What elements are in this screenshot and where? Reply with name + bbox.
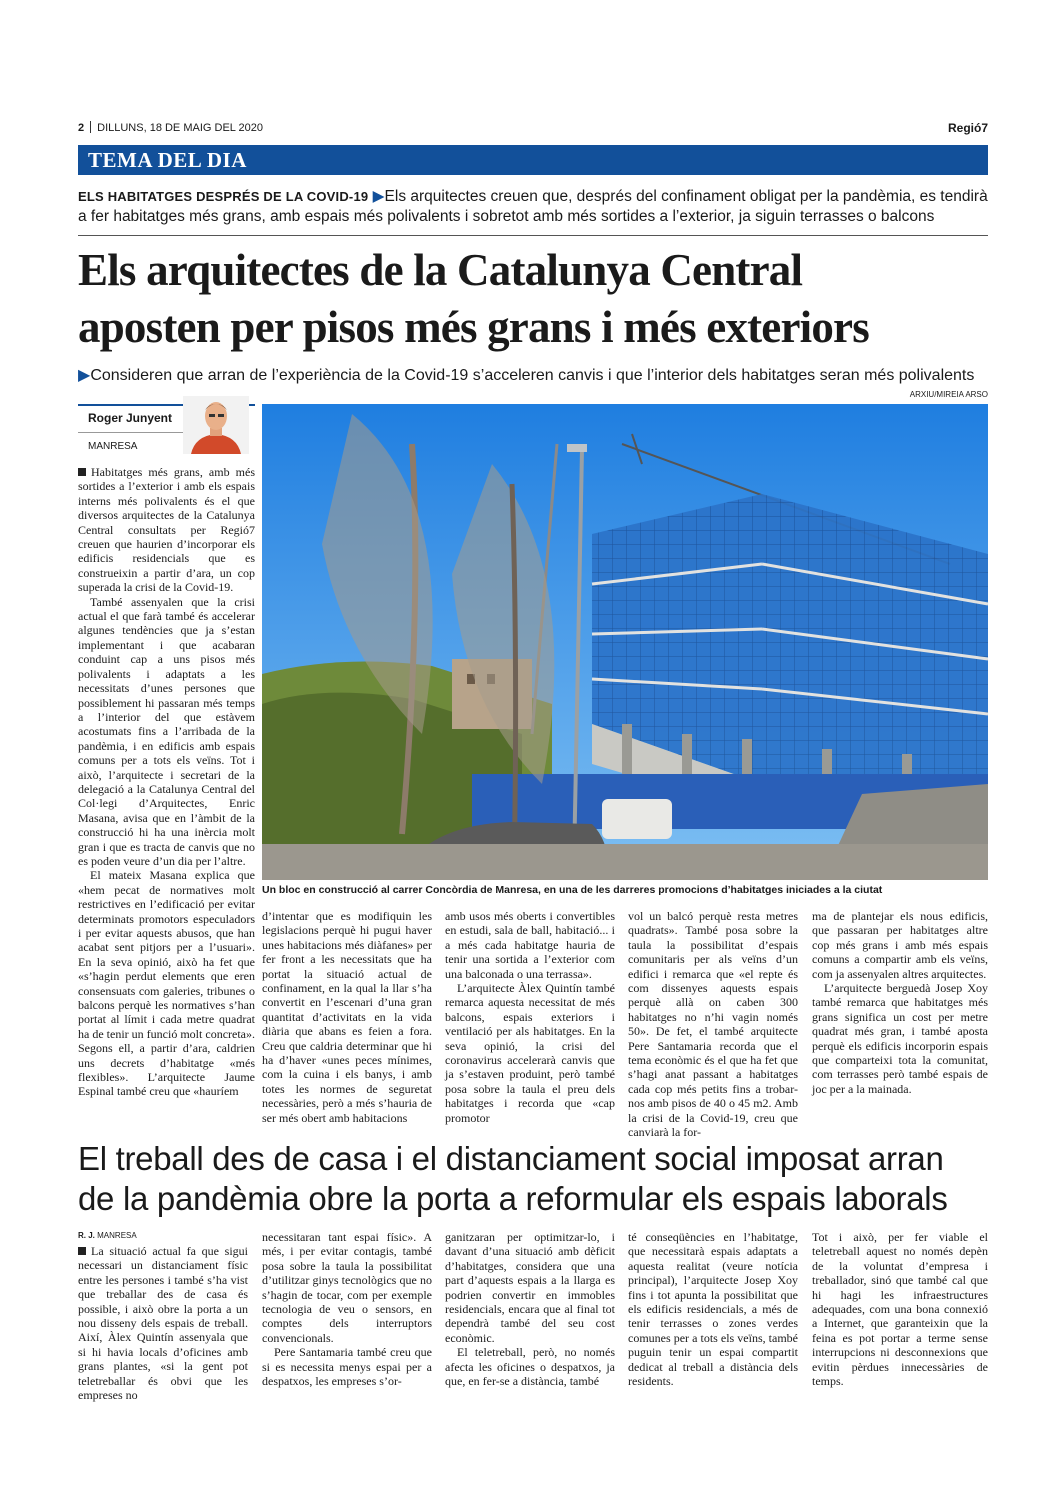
paragraph: ma de plantejar els nous edificis, que passaran per habitatges altre cop més grans i amb més espais comuns a compartir amb els veïns, com ja assenyalen altres arquitectes. bbox=[812, 909, 988, 981]
author-name: Roger Junyent bbox=[88, 411, 173, 425]
paragraph: El mateix Masana explica que «hem pecat de normatives molt restrictives en l’edificació per evitar determinats promotors especuladors i per evitar aquests abusos, que han acabat sent pitjors per a l’usuari». En la seva opinió, això ha fet que «s’hagin perdut elements que eren consensuats com galeries, tribunes o balcons perquè les normatives s’han portat al límit i cada metre quadrat ha de tenir un funció molt concreta». Segons ell, a partir d’ara, caldrien uns decrets d’habitatge «més flexibles». L’arquitecte Jaume Espinal també creu que «hauríem bbox=[78, 868, 255, 1099]
photo-caption: Un bloc en construcció al carrer Concòrdia de Manresa, en una de les darreres promocions d’habitatges iniciades a la ciutat bbox=[262, 884, 883, 896]
paragraph: Pere Santamaria també creu que si es necessita menys espai per a despatxos, les empreses s’or- bbox=[262, 1345, 432, 1389]
paragraph: vol un balcó perquè resta metres quadrats». També posa sobre la taula la possibilitat d’espais comunitaris per als veïns d’un edifici i remarca que «el repte és com dissenyes aquests espais perquè allà on caben 300 habitatges no n’hi vagin només 50». De fet, el també arquitecte Pere Santamaria recorda que el tema econòmic és el que ha fet que s’hagi anat passant a habitatges cada cop més petits fins a trobar-nos amb pisos de 40 o 45 m2. Amb la crisi de la Covid-19, creu que canviarà la for- bbox=[628, 909, 798, 1140]
folio bbox=[78, 121, 988, 139]
paragraph: La situació actual fa que sigui necessari un distanciament físic entre les persones i també s’ha vist que treballar des de casa és possible, i això obre la porta a un nou disseny dels espais de treball. Així, Àlex Quintín assenyala que si hi havia locals d’oficines amb grans plantes, «si la gent pot teletreballar és obvi que les empreses no bbox=[78, 1244, 248, 1403]
paragraph: L’arquitecte berguedà Josep Xoy també remarca que habitatges més grans significa un cost per metre quadrat més gran, i també aposta perquè els edificis incorporin espais que comparteixi tota la comunitat, com terrasses però també espais de joc per a la mainada. bbox=[812, 981, 988, 1096]
construction-photo bbox=[262, 404, 988, 880]
secondary-column-3 bbox=[445, 1230, 615, 1394]
arrow-icon: ▶ bbox=[78, 367, 91, 384]
summary-text: Els arquitectes creuen que, després del confinament obligat per la pandèmia, es tendirà a fer habitatges més grans, amb espais més polivalents i sobretot amb més sortides a l’exterior, ja siguin terrasses o balcons bbox=[78, 188, 988, 225]
paragraph: El teletreball, però, no només afecta les oficines o despatxos, ja que, en fer-se a distància, també bbox=[445, 1345, 615, 1389]
summary-kicker: ELS HABITATGES DESPRÉS DE LA COVID-19 bbox=[78, 189, 369, 204]
secondary-headline-line-2: de la pandèmia obre la porta a reformular els espais laborals bbox=[78, 1180, 948, 1217]
issue-date: DILLUNS, 18 DE MAIG DEL 2020 bbox=[97, 122, 264, 134]
bullet-square-icon bbox=[78, 468, 86, 476]
secondary-column-2 bbox=[262, 1230, 432, 1394]
arrow-icon: ▶ bbox=[372, 188, 385, 205]
paragraph: L’arquitecte Àlex Quintín també remarca aquesta necessitat de més balcons, espais exteriors i ventilació per als habitatges. En la seva opinió, la crisi del coronavirus accelerarà canvis que ja s’estaven produint, però també posa sobre la taula el preu dels habitatges i recorda que «cap promotor bbox=[445, 981, 615, 1125]
secondary-byline-location: MANRESA bbox=[97, 1231, 137, 1240]
subheadline bbox=[78, 365, 988, 385]
secondary-headline bbox=[78, 1139, 988, 1219]
article-column-4 bbox=[628, 909, 798, 1140]
article-column-2 bbox=[262, 909, 432, 1128]
photo-credit: ARXIU/MIREIA ARSO bbox=[909, 390, 988, 399]
section-title: TEMA DEL DIA bbox=[88, 148, 247, 172]
secondary-column-5 bbox=[812, 1230, 988, 1394]
paragraph: Tot i això, per fer viable el teletreball aquest no només depèn de la voluntat d’empresa i treballador, sinó que també cal que hi hagi les infraestructures adequades, com una bona connexió a Internet, que garanteixin que la feina es pot portar a terme sense interrupcions ni desconnexions que evitin pèrdues innecessàries de temps. bbox=[812, 1230, 988, 1389]
headline-line-1: Els arquitectes de la Catalunya Central bbox=[78, 245, 803, 295]
secondary-byline-initials: R. J. bbox=[78, 1231, 95, 1240]
headline bbox=[78, 242, 988, 356]
paragraph: Habitatges més grans, amb més sortides a l’exterior i amb els espais interns més polivalents és el que diversos arquitectes de la Catalunya Central consultats per Regió7 creuen que haurien d’incorporar els edificis residencials que es construeixin a partir d’ara, un cop superada la crisi de la Covid-19. bbox=[78, 465, 255, 595]
section-banner bbox=[78, 145, 988, 175]
folio-divider bbox=[90, 121, 91, 133]
paragraph: necessitaran tant espai físic». A més, i per evitar contagis, també posa sobre la taula la possibilitat d’utilitzar ginys tecnològics que no s’hagin de tocar, com per exemple tecnologia de veu o sensors, en comptes dels interruptors convencionals. bbox=[262, 1230, 432, 1345]
headline-line-2: aposten per pisos més grans i més exteriors bbox=[78, 302, 869, 352]
author-location: MANRESA bbox=[88, 441, 138, 452]
secondary-column-1 bbox=[78, 1244, 248, 1403]
article-column-1 bbox=[78, 465, 255, 1128]
article-column-5 bbox=[812, 909, 988, 1128]
divider bbox=[78, 235, 988, 236]
secondary-column-4 bbox=[628, 1230, 798, 1394]
bullet-square-icon bbox=[78, 1247, 86, 1255]
secondary-byline bbox=[78, 1231, 137, 1240]
article-column-3 bbox=[445, 909, 615, 1128]
paragraph: ganitzaran per optimitzar-lo, i davant d’una situació amb dèficit d’habitatges, considera que una part d’aquests espais a la llarga es podrien convertir en immobles residencials, encara que al final tot dependrà també del seu cost econòmic. bbox=[445, 1230, 615, 1345]
byline-rule bbox=[78, 432, 198, 433]
subheadline-text: Consideren que arran de l’experiència de la Covid-19 s’acceleren canvis i que l’interior dels habitatges seran més polivalents bbox=[90, 367, 975, 384]
paragraph: amb usos més oberts i convertibles en estudi, sala de ball, habitació... i a més cada habitatge hauria de tenir una sortida a l’exterior com una balconada o una terrassa». bbox=[445, 909, 615, 981]
paragraph: té conseqüències en l’habitatge, que necessitarà espais adaptats a aquesta realitat (veure notícia principal), l’arquitecte Josep Xoy fins i tot apunta la possibilitat que els edificis residencials, a més de tenir terrasses o zones verdes comunes per a tots els veïns, també puguin tenir un espai compartit dedicat al treball a distància dels residents. bbox=[628, 1230, 798, 1389]
page-number: 2 bbox=[78, 122, 85, 134]
secondary-headline-line-1: El treball des de casa i el distanciament social imposat arran bbox=[78, 1140, 944, 1177]
paragraph: d’intentar que es modifiquin les legislacions perquè hi pugui haver unes habitacions més diàfanes» per fer front a les necessitats que ha portat la situació actual de confinament, en la qual la llar s’ha convertit en l’escenari d’una gran quantitat d’activitats en la vida diària que abans es feien a fora. Creu que caldria determinar que hi ha d’haver «unes peces mínimes, com la cuina i els banys, i amb totes les normes de seguretat necessàries, però a més s’hauria de ser més obert amb habitacions bbox=[262, 909, 432, 1125]
author-photo bbox=[183, 396, 249, 454]
newspaper-brand: Regió7 bbox=[947, 121, 988, 135]
paragraph: També assenyalen que la crisi actual el que farà també és accelerar algunes tendències que ja s’estan implementant i que acabaran conduint cap a uns pisos més polivalents i adaptats a les necessitats d’unes persones que possiblement hi passaran més temps a l’interior del que estàvem acostumats fins a l’arribada de la pandèmia, i en edificis amb espais comuns per a tots els veïns. Tot i això, l’arquitecte i secretari de la delegació a la Catalunya Central del Col·legi d’Arquitectes, Enric Masana, avisa que en l’àmbit de la construcció hi ha una inèrcia molt gran i que es tracta de canvis que no es poden veure d’un dia per l’altre. bbox=[78, 594, 255, 868]
summary bbox=[78, 187, 988, 227]
